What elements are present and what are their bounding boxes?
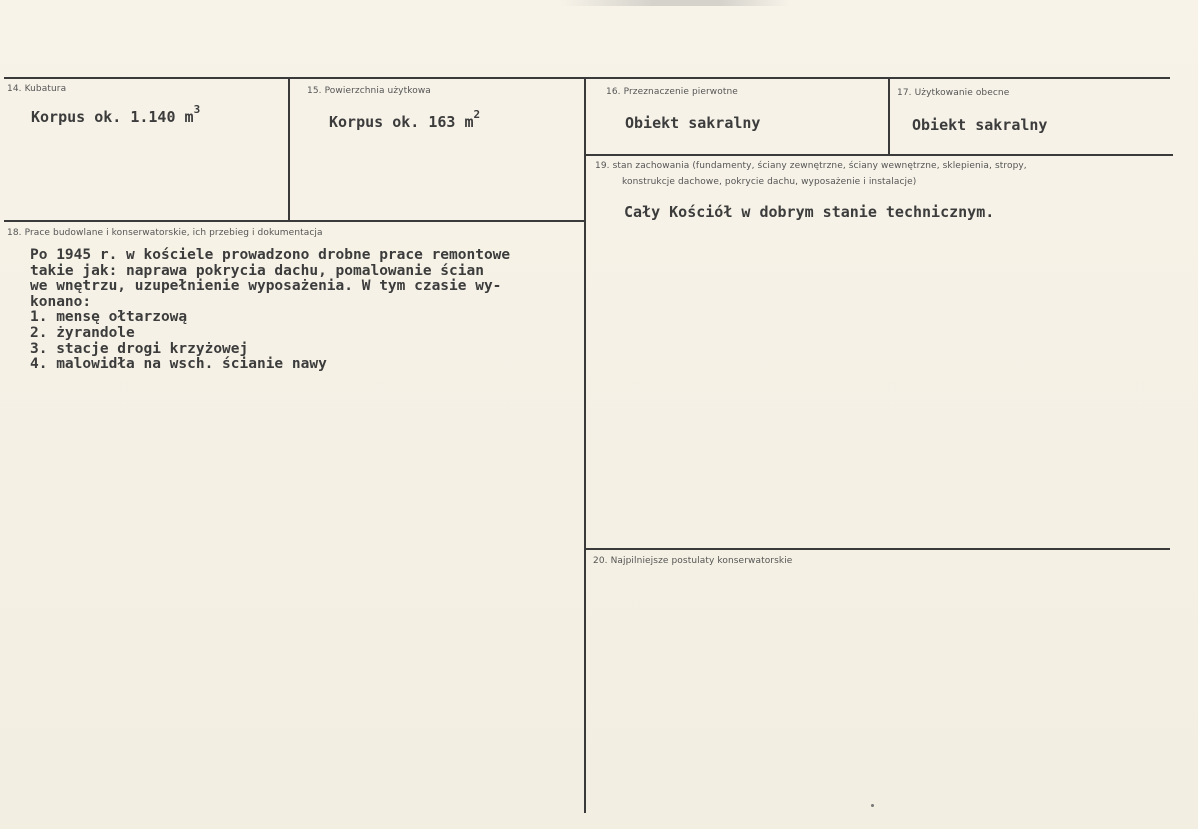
field-18-text <box>30 248 590 373</box>
field-18-line: we wnętrzu, uzupełnienie wyposażenia. W tym czasie wy- <box>30 278 502 295</box>
field-15-label: 15. Powierzchnia użytkowa <box>307 86 431 96</box>
field-19-label-line1: 19. stan zachowania (fundamenty, ściany zewnętrzne, ściany wewnętrzne, sklepienia, stropy, <box>595 161 1027 171</box>
field-16-value: Obiekt sakralny <box>625 114 761 132</box>
field-17-label: 17. Użytkowanie obecne <box>897 88 1010 98</box>
main-vertical-divider <box>584 78 586 813</box>
paper-speck <box>871 804 874 807</box>
field-18-list-item: 4. malowidła na wsch. ścianie nawy <box>30 356 327 373</box>
field-14-value <box>31 103 201 126</box>
field-14-unit-exponent: 3 <box>193 103 201 116</box>
field-15-unit-exponent: 2 <box>473 108 481 121</box>
divider-16-17 <box>888 78 890 155</box>
field-18-line: takie jak: naprawa pokrycia dachu, pomalowanie ścian <box>30 262 484 279</box>
field-14-label: 14. Kubatura <box>7 84 67 94</box>
divider-14-15 <box>288 78 290 221</box>
rule-under-14-15 <box>4 220 586 222</box>
field-18-list-item: 2. żyrandole <box>30 324 135 341</box>
field-15-value <box>329 108 481 131</box>
field-18-list-item: 3. stacje drogi krzyżowej <box>30 340 249 357</box>
rule-above-20 <box>586 548 1170 550</box>
field-19-label-line2: konstrukcje dachowe, pokrycie dachu, wyposażenie i instalacje) <box>622 177 917 187</box>
field-18-line: Po 1945 r. w kościele prowadzono drobne prace remontowe <box>30 247 511 263</box>
field-18-label: 18. Prace budowlane i konserwatorskie, ich przebieg i dokumentacja <box>7 228 323 238</box>
field-17-value: Obiekt sakralny <box>912 116 1048 134</box>
rule-under-16-17 <box>586 154 1173 156</box>
field-18-list-item: 1. mensę ołtarzową <box>30 309 188 326</box>
field-20-label: 20. Najpilniejsze postulaty konserwatorskie <box>593 556 793 566</box>
field-16-label: 16. Przeznaczenie pierwotne <box>606 87 738 97</box>
paper-smudge <box>560 0 790 6</box>
field-18-line: konano: <box>30 293 92 310</box>
top-rule <box>4 77 1170 79</box>
field-15-text: Korpus ok. 163 m <box>329 113 474 131</box>
field-14-text: Korpus ok. 1.140 m <box>31 108 194 126</box>
field-19-value: Cały Kościół w dobrym stanie technicznym. <box>624 203 995 221</box>
